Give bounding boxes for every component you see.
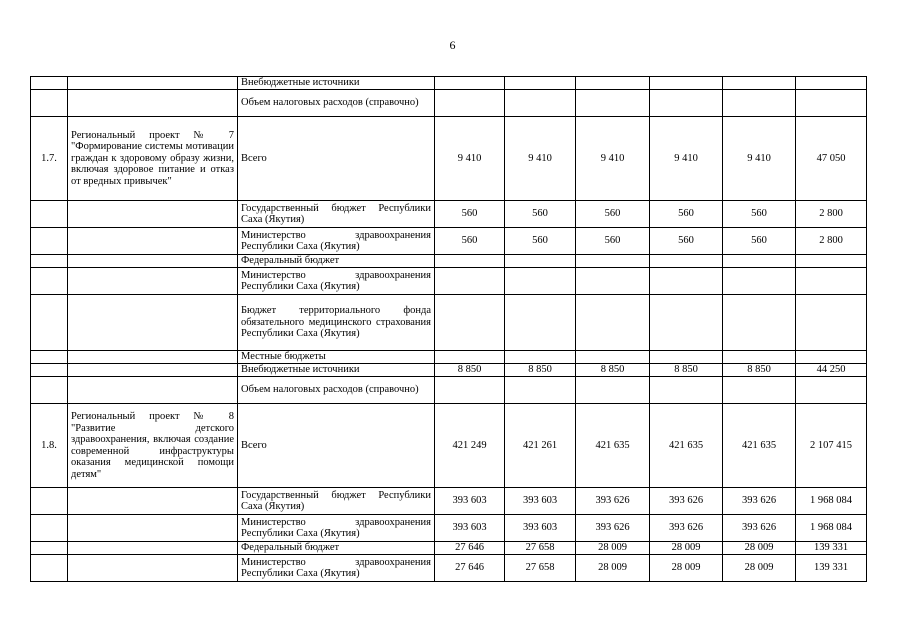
value-cell: [435, 295, 505, 351]
value-cell: [576, 255, 650, 268]
value-cell: 560: [723, 228, 796, 255]
value-cell: [505, 268, 576, 295]
value-cell: 393 626: [650, 515, 723, 542]
value-cell: 1 968 084: [796, 488, 867, 515]
value-cell: [796, 90, 867, 117]
funding-source-cell: Всего: [238, 117, 435, 201]
value-cell: 27 658: [505, 555, 576, 582]
row-number-cell: [31, 228, 68, 255]
project-name-cell: [68, 228, 238, 255]
value-cell: [505, 377, 576, 404]
value-cell: [723, 255, 796, 268]
value-cell: 28 009: [650, 555, 723, 582]
value-cell: 139 331: [796, 542, 867, 555]
row-number-cell: [31, 488, 68, 515]
value-cell: 47 050: [796, 117, 867, 201]
value-cell: 28 009: [723, 555, 796, 582]
value-cell: 421 261: [505, 404, 576, 488]
value-cell: 560: [650, 228, 723, 255]
value-cell: 421 635: [723, 404, 796, 488]
value-cell: [723, 351, 796, 364]
funding-source-cell: Федеральный бюджет: [238, 542, 435, 555]
row-number-cell: [31, 77, 68, 90]
value-cell: [650, 295, 723, 351]
project-name-cell: [68, 555, 238, 582]
value-cell: [435, 255, 505, 268]
value-cell: [576, 268, 650, 295]
value-cell: 393 603: [505, 515, 576, 542]
value-cell: 393 603: [435, 515, 505, 542]
row-number-cell: [31, 377, 68, 404]
value-cell: 27 658: [505, 542, 576, 555]
funding-source-cell: Внебюджетные источники: [238, 364, 435, 377]
funding-source-cell: Всего: [238, 404, 435, 488]
value-cell: 28 009: [576, 542, 650, 555]
value-cell: 560: [576, 201, 650, 228]
project-name-cell: [68, 90, 238, 117]
funding-source-cell: Министерство здравоохранения Республики Саха (Якутия): [238, 555, 435, 582]
value-cell: 28 009: [650, 542, 723, 555]
table-row: [31, 77, 867, 90]
value-cell: 560: [505, 228, 576, 255]
value-cell: [435, 90, 505, 117]
table-row: [31, 268, 867, 295]
value-cell: [576, 377, 650, 404]
value-cell: [435, 77, 505, 90]
value-cell: [723, 295, 796, 351]
row-number-cell: [31, 351, 68, 364]
value-cell: 9 410: [505, 117, 576, 201]
project-name-cell: [68, 542, 238, 555]
value-cell: [576, 351, 650, 364]
value-cell: [435, 351, 505, 364]
project-name-cell: [68, 351, 238, 364]
funding-source-cell: Федеральный бюджет: [238, 255, 435, 268]
row-number-cell: [31, 201, 68, 228]
table-row: [31, 377, 867, 404]
value-cell: 2 800: [796, 228, 867, 255]
row-number-cell: [31, 268, 68, 295]
value-cell: [505, 255, 576, 268]
funding-source-cell: Местные бюджеты: [238, 351, 435, 364]
value-cell: [505, 77, 576, 90]
row-number-cell: [31, 555, 68, 582]
funding-source-cell: Государственный бюджет Республики Саха (Якутия): [238, 201, 435, 228]
row-number-cell: [31, 295, 68, 351]
value-cell: 9 410: [650, 117, 723, 201]
value-cell: [796, 295, 867, 351]
table-row: [31, 201, 867, 228]
row-number-cell: [31, 515, 68, 542]
funding-source-cell: Министерство здравоохранения Республики Саха (Якутия): [238, 268, 435, 295]
project-name-cell: [68, 515, 238, 542]
row-number-cell: [31, 542, 68, 555]
value-cell: [796, 377, 867, 404]
value-cell: [723, 268, 796, 295]
table-row: [31, 542, 867, 555]
value-cell: 9 410: [435, 117, 505, 201]
value-cell: 28 009: [723, 542, 796, 555]
value-cell: 27 646: [435, 542, 505, 555]
value-cell: 9 410: [576, 117, 650, 201]
table-row: [31, 117, 867, 201]
table-row: [31, 515, 867, 542]
value-cell: [435, 377, 505, 404]
value-cell: [576, 90, 650, 117]
value-cell: 8 850: [723, 364, 796, 377]
value-cell: [576, 77, 650, 90]
value-cell: [505, 90, 576, 117]
value-cell: [796, 351, 867, 364]
funding-source-cell: Министерство здравоохранения Республики Саха (Якутия): [238, 515, 435, 542]
row-number-cell: [31, 364, 68, 377]
value-cell: [650, 77, 723, 90]
funding-source-cell: Объем налоговых расходов (справочно): [238, 377, 435, 404]
funding-source-cell: Государственный бюджет Республики Саха (Якутия): [238, 488, 435, 515]
value-cell: 139 331: [796, 555, 867, 582]
table-row: [31, 555, 867, 582]
value-cell: [650, 255, 723, 268]
value-cell: 8 850: [576, 364, 650, 377]
value-cell: 393 626: [576, 488, 650, 515]
project-name-cell: [68, 201, 238, 228]
value-cell: [505, 295, 576, 351]
funding-source-cell: Министерство здравоохранения Республики Саха (Якутия): [238, 228, 435, 255]
table-body: [31, 77, 867, 582]
value-cell: 1 968 084: [796, 515, 867, 542]
funding-source-cell: Внебюджетные источники: [238, 77, 435, 90]
value-cell: 393 626: [650, 488, 723, 515]
project-name-cell: [68, 268, 238, 295]
value-cell: 393 603: [435, 488, 505, 515]
value-cell: 27 646: [435, 555, 505, 582]
row-number-cell: 1.8.: [31, 404, 68, 488]
project-name-cell: [68, 377, 238, 404]
value-cell: 8 850: [505, 364, 576, 377]
value-cell: 421 249: [435, 404, 505, 488]
value-cell: [505, 351, 576, 364]
project-name-cell: Региональный проект № 8 "Развитие детского здравоохранения, включая создание современной инфраструктуры оказания медицинской помощи детям": [68, 404, 238, 488]
value-cell: 8 850: [650, 364, 723, 377]
value-cell: [435, 268, 505, 295]
value-cell: [650, 90, 723, 117]
value-cell: 560: [576, 228, 650, 255]
table-row: [31, 364, 867, 377]
funding-source-cell: Бюджет территориального фонда обязательного медицинского страхования Республики Саха (Якутия): [238, 295, 435, 351]
value-cell: [650, 351, 723, 364]
value-cell: 393 626: [723, 515, 796, 542]
value-cell: [650, 268, 723, 295]
value-cell: 560: [435, 201, 505, 228]
project-name-cell: [68, 255, 238, 268]
budget-table: [30, 76, 867, 582]
value-cell: [723, 77, 796, 90]
table-row: [31, 295, 867, 351]
value-cell: 393 626: [723, 488, 796, 515]
value-cell: [723, 377, 796, 404]
value-cell: [796, 268, 867, 295]
value-cell: 393 603: [505, 488, 576, 515]
value-cell: 560: [723, 201, 796, 228]
value-cell: 393 626: [576, 515, 650, 542]
table-row: [31, 255, 867, 268]
value-cell: 44 250: [796, 364, 867, 377]
value-cell: 8 850: [435, 364, 505, 377]
value-cell: [650, 377, 723, 404]
table-row: [31, 488, 867, 515]
row-number-cell: 1.7.: [31, 117, 68, 201]
value-cell: [723, 90, 796, 117]
value-cell: 560: [435, 228, 505, 255]
row-number-cell: [31, 90, 68, 117]
value-cell: 9 410: [723, 117, 796, 201]
value-cell: [796, 255, 867, 268]
table-row: [31, 404, 867, 488]
value-cell: 2 107 415: [796, 404, 867, 488]
page-number: 6: [449, 38, 456, 52]
value-cell: 421 635: [650, 404, 723, 488]
funding-source-cell: Объем налоговых расходов (справочно): [238, 90, 435, 117]
table-row: [31, 90, 867, 117]
value-cell: 560: [505, 201, 576, 228]
value-cell: [796, 77, 867, 90]
project-name-cell: [68, 364, 238, 377]
value-cell: [576, 295, 650, 351]
row-number-cell: [31, 255, 68, 268]
project-name-cell: [68, 77, 238, 90]
project-name-cell: Региональный проект № 7 "Формирование системы мотивации граждан к здоровому образу жизни, включая здоровое питание и отказ от вредных привычек": [68, 117, 238, 201]
value-cell: 560: [650, 201, 723, 228]
table-row: [31, 228, 867, 255]
project-name-cell: [68, 295, 238, 351]
value-cell: 28 009: [576, 555, 650, 582]
value-cell: 2 800: [796, 201, 867, 228]
table-row: [31, 351, 867, 364]
project-name-cell: [68, 488, 238, 515]
value-cell: 421 635: [576, 404, 650, 488]
